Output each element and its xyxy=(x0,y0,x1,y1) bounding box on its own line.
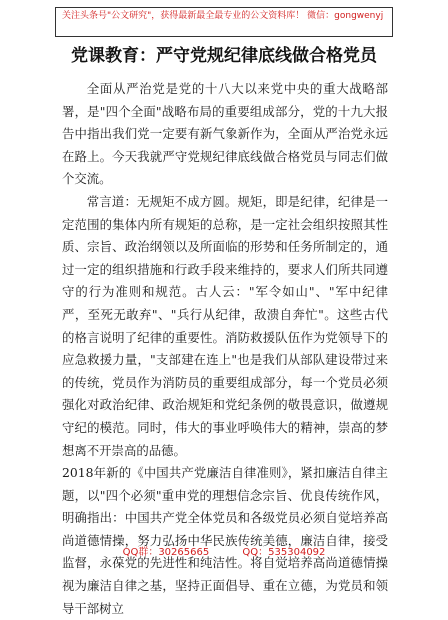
paragraph-integrity: 2018年新的《中国共产党廉洁自律准则》，紧扣廉洁自律主题，以"四个必须"重申党的理想信念宗旨、优良传统作风，明确指出：中国共产党全体党员和各级党员必须自觉培养高尚道德情操，努力弘扬中华民族传统美德，廉洁自律，接受监督，永葆党的先进性和纯洁性。将自觉培养高尚道德情操视为廉洁自律之基，坚持正面倡导、重在立德，为党员和领导干部树立 xyxy=(62,465,388,616)
document-body xyxy=(62,78,388,620)
document-title: 党课教育：严守党规纪律底线做合格党员 xyxy=(71,46,377,66)
paragraph-intro: 全面从严治党是党的十八大以来党中央的重大战略部署，是"四个全面"战略布局的重要组成部分，党的十九大报告中指出我们党一定要有新气象新作为，全面从严治党永远在路上。今天我就严守党规纪律底线做合格党员与同志们做个交流。 xyxy=(62,81,388,187)
footer-qq: QQ：535304092 xyxy=(242,547,326,558)
page-footer xyxy=(0,543,448,558)
paragraph-discipline: 常言道：无规矩不成方圆。规矩，即是纪律，纪律是一定范围的集体内所有规矩的总称，是一定社会组织按照其性质、宗旨、政治纲领以及所面临的形势和任务所制定的，通过一定的组织措施和行政手段来维持的，要求人们所共同遵守的行为准则和规范。古人云："军令如山"、"军中纪律严，至死无敢弃"、"兵行从纪律，敌溃自奔忙"。这些古代的格言说明了纪律的重要性。消防救援队伍作为党领导下的应急救援力量，"支部建在连上"也是我们从部队建设带过来的传统，党员作为消防员的重要组成部分，每一个党员必须强化对政治纪律、政治规矩和党纪条例的敬畏意识，做遵规守纪的模范。同时，伟大的事业呼唤伟大的精神，崇高的梦想离不开崇高的品德。 xyxy=(62,193,388,458)
promo-banner xyxy=(55,7,393,37)
promo-banner-text: 关注头条号"公文研究"，获得最新最全最专业的公文资料库！ 微信：gongwenyj xyxy=(62,11,384,21)
footer-qq-group: QQ群：30265665 xyxy=(122,547,210,558)
